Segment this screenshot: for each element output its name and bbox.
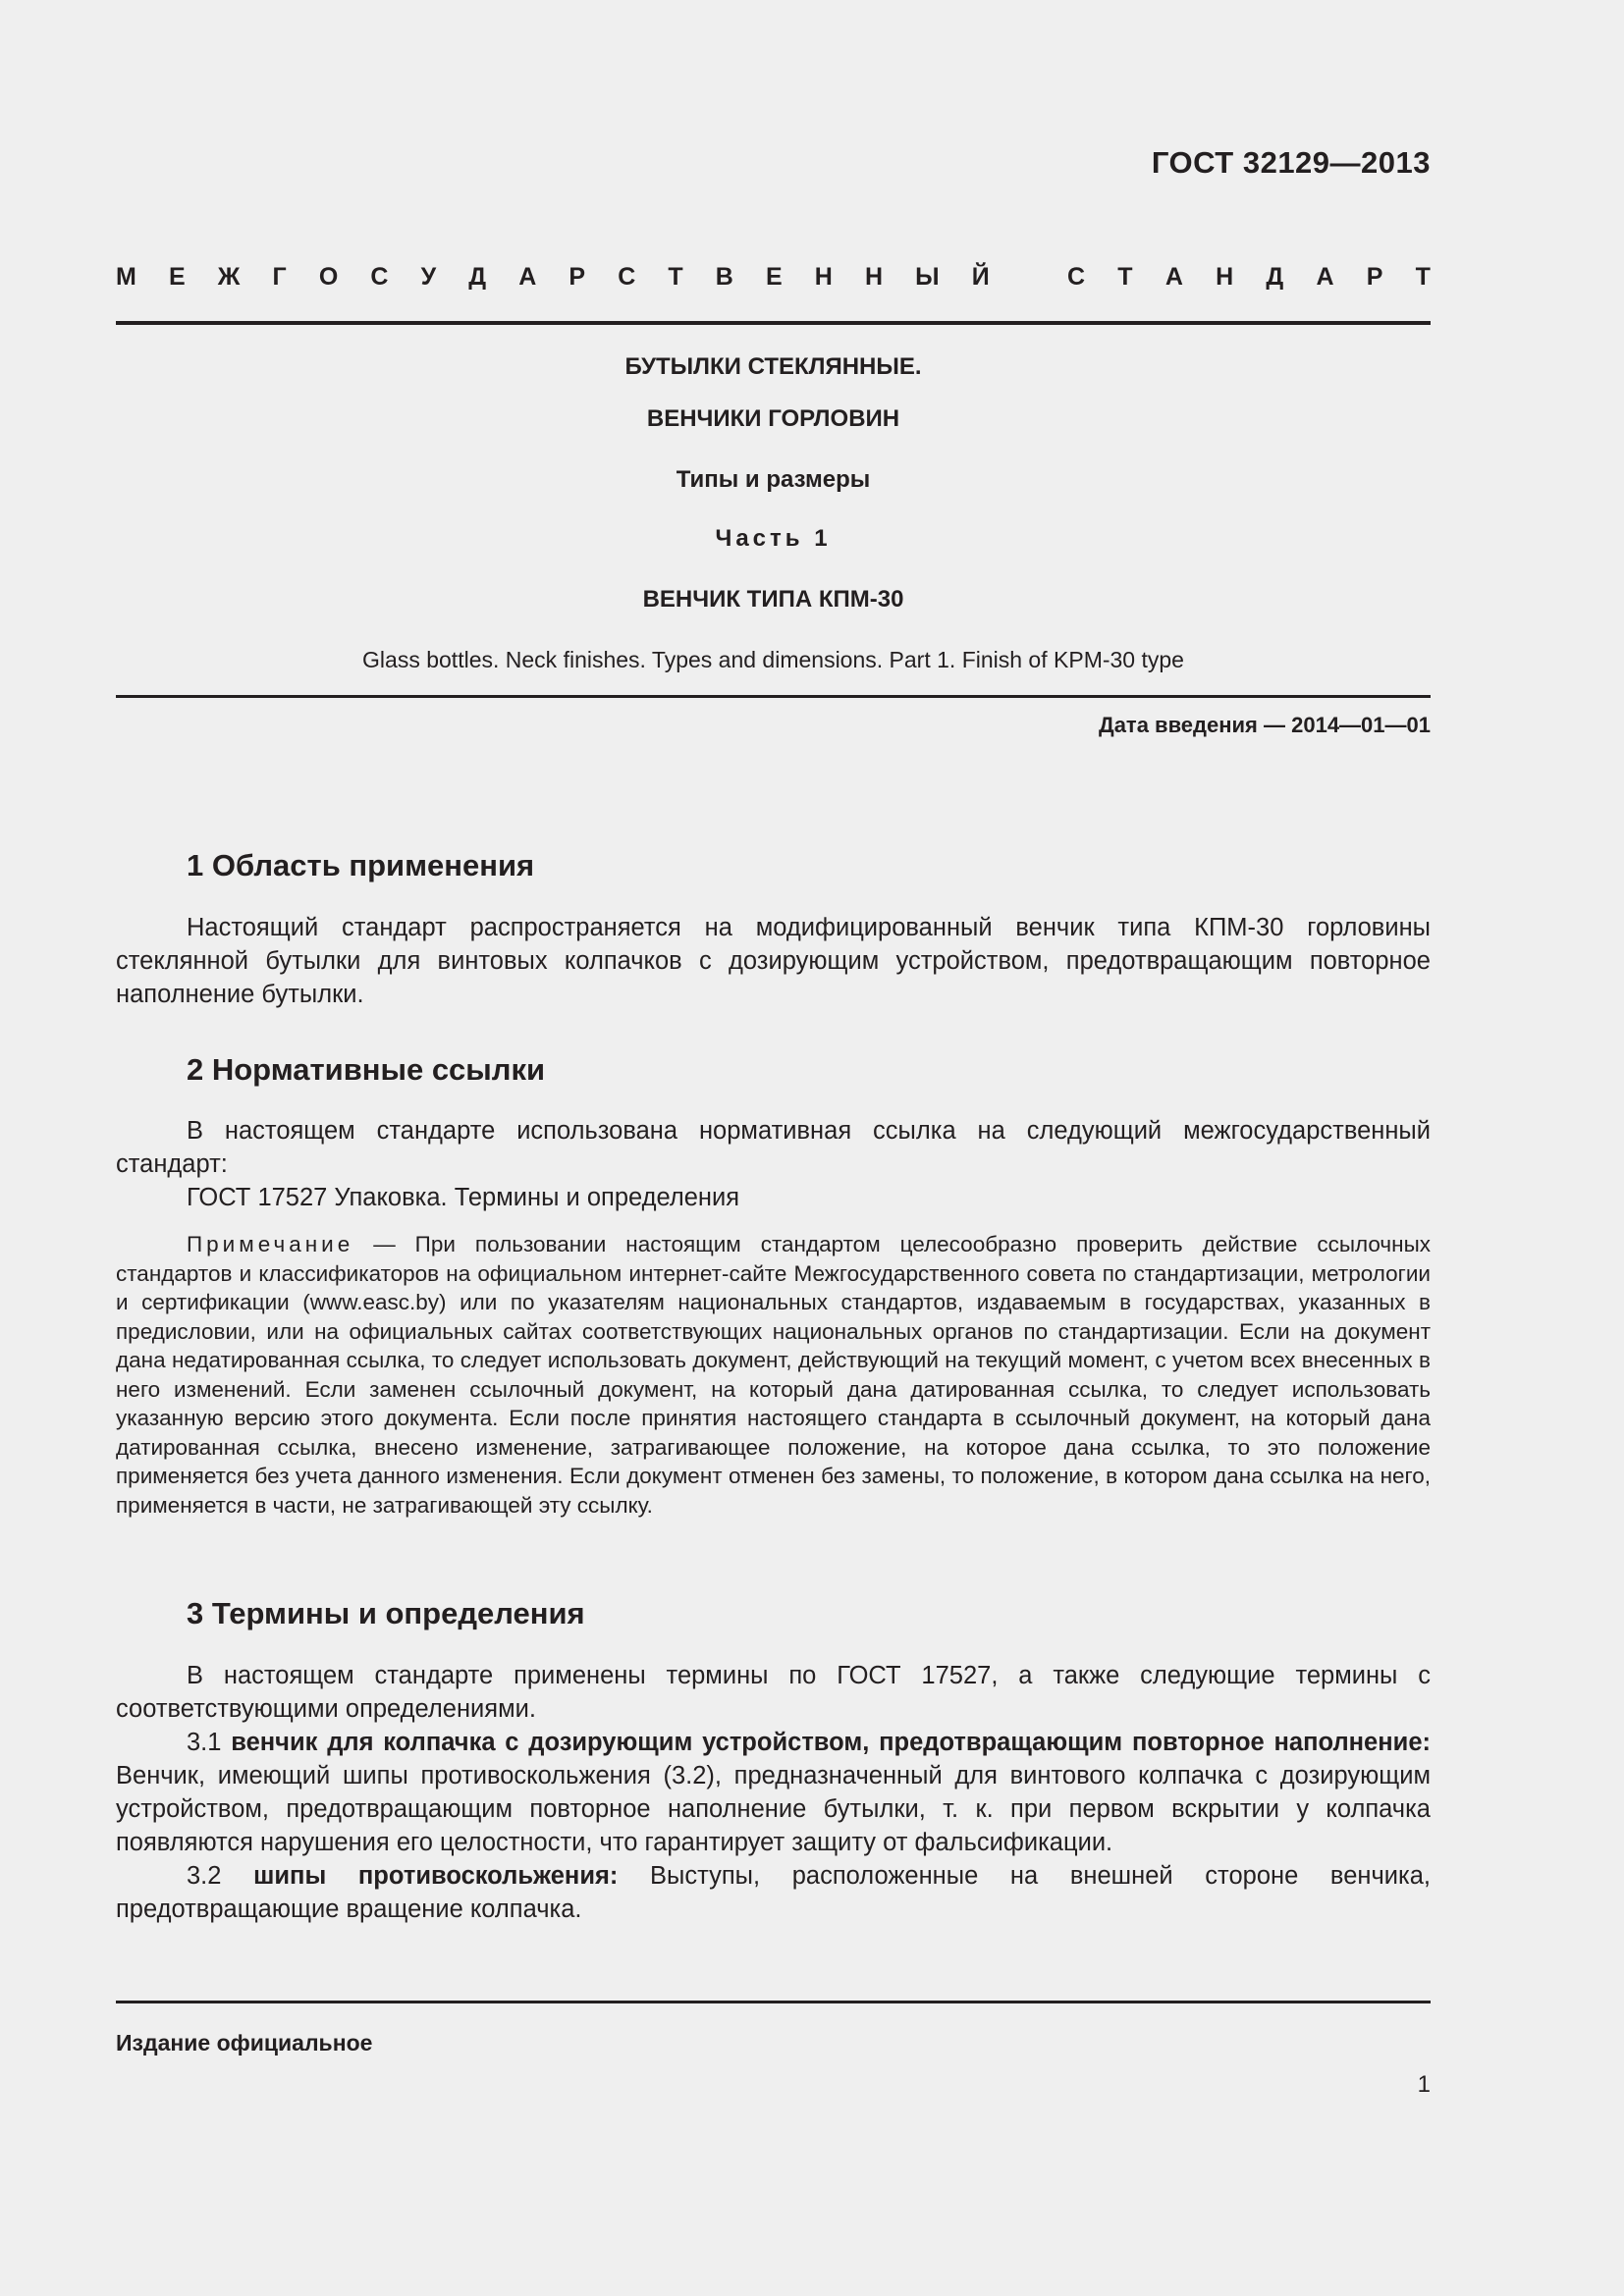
section-2-text: В настоящем стандарте использована нормативная ссылка на следующий межгосударственный стандарт: [116, 1117, 1431, 1178]
title-line-1: БУТЫЛКИ СТЕКЛЯННЫЕ. [624, 353, 922, 380]
document-number: ГОСТ 32129—2013 [1151, 145, 1431, 180]
footer-rule [116, 2001, 1431, 2003]
letter: А [1164, 263, 1183, 291]
section-2-heading: 2 Нормативные ссылки [187, 1052, 546, 1087]
subtitle: Типы и размеры [676, 466, 871, 493]
title-bottom-rule [116, 695, 1431, 698]
introduction-date: Дата введения — 2014—01—01 [1099, 713, 1431, 737]
letter: Ж [217, 263, 241, 291]
letter: М [116, 263, 136, 291]
english-title: Glass bottles. Neck finishes. Types and dimensions. Part 1. Finish of KPM-30 type [362, 647, 1184, 672]
letter: Е [765, 263, 783, 291]
term-3-1: 3.1 венчик для колпачка с дозирующим устройством, предотвращающим повторное наполнение: Венчик, имеющий шипы противоскольжения (3.2), предназначенный для винтового колпачка с дозирующим устройством, предотвращающим повторное наполнение бутылки, т. к. при первом вскрытии у колпачка появляются нарушения его целостности, что гарантирует защиту от фальсификации. [116, 1729, 1431, 1856]
letter: Й [971, 263, 990, 291]
part-title: ВЕНЧИК ТИПА КПМ-30 [642, 586, 904, 613]
title-block [116, 353, 1431, 673]
note-text: Примечание — При пользовании настоящим стандартом целесообразно проверить действие ссылочных стандартов и классификаторов на официальном интернет-сайте Межгосударственного совета по стандартизации, метрологии и сертификации (www.easc.by) или по указателям национальных стандартов, издаваемым в государствах, указанных в предисловии, или на официальных сайтах соответствующих национальных органов по стандартизации. Если на документ дана недатированная ссылка, то следует использовать документ, действующий на текущий момент, с учетом всех внесенных в него изменений. Если заменен ссылочный документ, на который дана датированная ссылка, то следует использовать указанную версию этого документа. Если после принятия настоящего стандарта в ссылочный документ, на который дана датированная ссылка, внесено изменение, затрагивающее положение, на которое дана ссылка, то это положение применяется без учета данного изменения. Если документ отменен без замены, то положение, в котором дана ссылка на него, применяется в части, не затрагивающей эту ссылку. [116, 1232, 1431, 1518]
letter: Н [1216, 263, 1234, 291]
standard-type-word-1 [116, 263, 990, 292]
section-1-heading: 1 Область применения [187, 848, 535, 882]
note-label: Примечание [187, 1232, 354, 1256]
letter: Т [1415, 263, 1431, 291]
term-3-2-name: шипы противоскольжения: [253, 1862, 619, 1890]
term-3-1-name: венчик для колпачка с дозирующим устройством, предотвращающим повторное наполнение: [231, 1729, 1431, 1756]
letter: Т [1117, 263, 1133, 291]
page-number: 1 [1417, 2071, 1431, 2098]
edition-label: Издание официальное [116, 2030, 373, 2056]
title-line-2: ВЕНЧИКИ ГОРЛОВИН [646, 405, 900, 432]
letter: С [618, 263, 636, 291]
letter: Д [1266, 263, 1284, 291]
letter: С [370, 263, 389, 291]
letter: Е [168, 263, 186, 291]
standard-type-word-2 [1067, 263, 1431, 292]
section-3-text: В настоящем стандарте применены термины по ГОСТ 17527, а также следующие термины с соответствующими определениями. [116, 1662, 1431, 1723]
standard-type-heading [116, 263, 1431, 292]
top-rule [116, 321, 1431, 325]
section-1-text: Настоящий стандарт распространяется на модифицированный венчик типа КПМ-30 горловины стеклянной бутылки для винтовых колпачков с дозирующим устройством, предотвращающим повторное наполнение бутылки. [116, 914, 1431, 1008]
letter: А [518, 263, 537, 291]
letter: В [715, 263, 733, 291]
letter: Д [468, 263, 487, 291]
letter: Н [814, 263, 833, 291]
letter: А [1316, 263, 1334, 291]
part-label: Часть 1 [715, 525, 832, 552]
letter: О [318, 263, 339, 291]
letter: Н [864, 263, 884, 291]
normative-reference: ГОСТ 17527 Упаковка. Термины и определения [187, 1184, 740, 1211]
term-3-2: 3.2 шипы противоскольжения: Выступы, расположенные на внешней стороне венчика, предотвращающие вращение колпачка. [116, 1862, 1431, 1923]
letter: Р [1366, 263, 1383, 291]
letter: Т [668, 263, 683, 291]
letter: Р [568, 263, 586, 291]
letter: С [1067, 263, 1086, 291]
section-3-heading: 3 Термины и определения [187, 1596, 585, 1630]
letter: У [420, 263, 437, 291]
letter: Ы [915, 263, 940, 291]
letter: Г [272, 263, 287, 291]
